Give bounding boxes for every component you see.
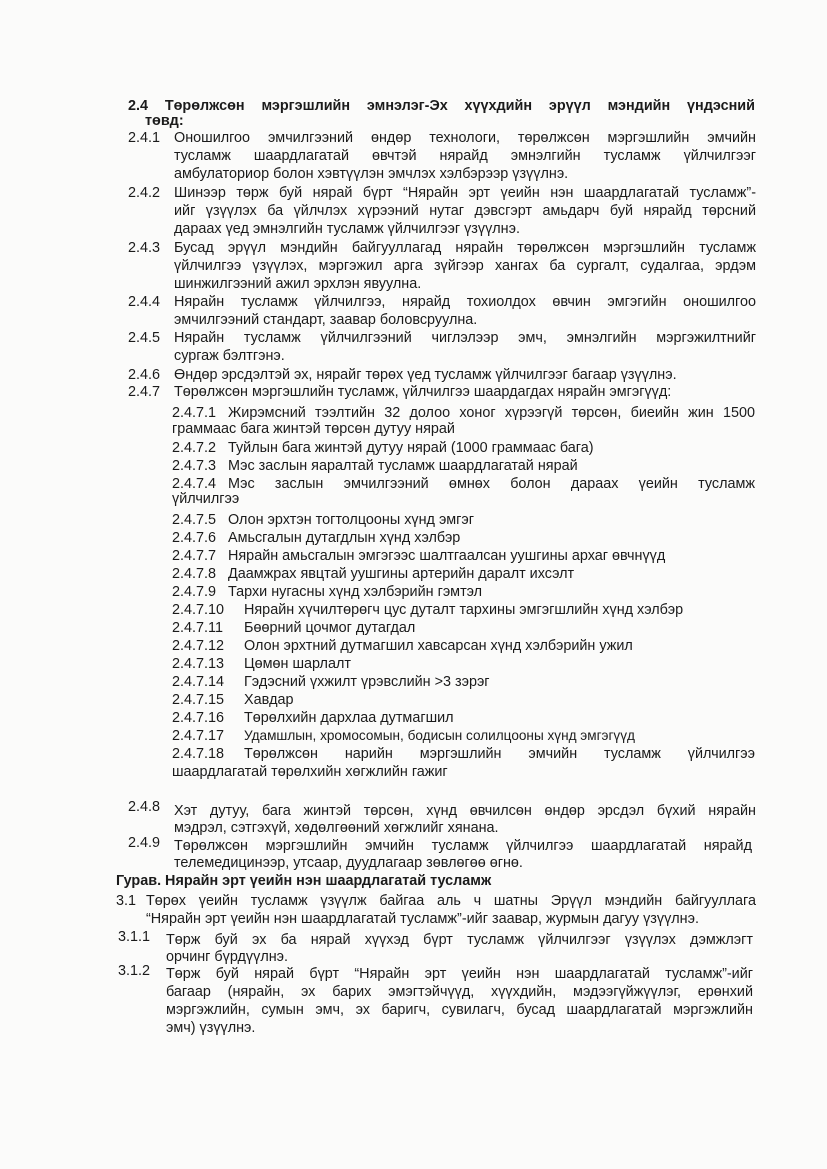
item-number: 2.4.4 — [128, 294, 161, 310]
item-text: “Нярайн эрт үеийн нэн шаардлагатай тусламж”-ийг заавар, журмын дагуу үзүүлнэ. — [146, 911, 699, 927]
section-3-heading: Гурав. Нярайн эрт үеийн нэн шаардлагатай тусламж — [116, 873, 492, 889]
item-text: Хэт дутуу, бага жинтэй төрсөн, хүнд өвчилсөн өндөр эрсдэл бүхий нярайн — [174, 803, 756, 819]
item-text: мэдрэл, сэтгэхүй, хөдөлгөөний хөгжлийг хянана. — [174, 820, 499, 836]
subitem-text-cont: граммаас бага жинтэй төрсөн дутуу нярай — [172, 421, 455, 437]
subitem-number: 2.4.7.4 — [172, 476, 217, 492]
subitem-number: 2.4.7.7 — [172, 548, 217, 564]
item-text: үйлчилгээ үзүүлэх, мэргэжил арга зүйгээр хангах ба сургалт, судалгаа, эрдэм — [174, 258, 756, 274]
item-number: 3.1.1 — [118, 929, 151, 945]
subitem-text: Даамжрах явцтай уушгины артерийн даралт ихсэлт — [228, 566, 575, 582]
item-text: мэргэжлийн, сумын эмч, эх баригч, сувилагч, бусад шаардлагатай мэргэжлийн — [166, 1002, 753, 1018]
item-text: Төрөлжсөн мэргэшлийн тусламж, үйлчилгээ шаардагдах нярайн эмгэгүүд: — [174, 384, 672, 400]
subitem-text: Мэс заслын яаралтай тусламж шаардлагатай нярай — [228, 458, 578, 474]
subitem-number: 2.4.7.9 — [172, 584, 217, 600]
subitem-number: 2.4.7.14 — [172, 674, 225, 690]
subitem-text: Төрөлжсөн нарийн мэргэшлийн эмчийн тусламж үйлчилгээ — [244, 746, 755, 762]
item-number: 3.1.2 — [118, 963, 151, 979]
subitem-number: 2.4.7.8 — [172, 566, 217, 582]
subitem-text: Нярайн амьсгалын эмгэгээс шалтгаалсан уушгины архаг өвчнүүд — [228, 548, 666, 564]
item-text: Нярайн тусламж үйлчилгээ, нярайд тохиолдох өвчин эмгэгийн оношилгоо — [174, 294, 756, 310]
item-text: Төрөх үеийн тусламж үзүүлж байгаа аль ч шатны Эрүүл мэндийн байгууллага — [146, 893, 756, 909]
subitem-text-cont: шаардлагатай төрөлхийн хөгжлийн гажиг — [172, 764, 448, 780]
item-text: багаар (нярайн, эх барих эмэгтэйчүүд, хүүхдийн, мэдээгүйжүүлэг, ерөнхий — [166, 984, 753, 1000]
subitem-number: 2.4.7.16 — [172, 710, 225, 726]
subitem-text-cont: үйлчилгээ — [172, 491, 240, 507]
subitem-text: Мэс заслын эмчилгээний өмнөх болон дараах үеийн тусламж — [228, 476, 755, 492]
item-number: 2.4.3 — [128, 240, 161, 256]
item-text: эмч) үзүүлнэ. — [166, 1020, 256, 1036]
subitem-text: Туйлын бага жинтэй дутуу нярай (1000 граммаас бага) — [228, 440, 594, 456]
item-text: Төрж буй эх ба нярай хүүхэд бүрт тусламж үйлчилгээг үзүүлэх дэмжлэгт — [166, 932, 753, 948]
subitem-text: Нярайн хүчилтөрөгч цус дутaлт тархины эмгэгшлийн хүнд хэлбэр — [244, 602, 684, 618]
item-text: Өндөр эрсдэлтэй эх, нярайг төрөх үед тусламж үйлчилгээг багаар үзүүлнэ. — [174, 367, 677, 383]
item-number: 2.4.1 — [128, 130, 161, 146]
item-number: 2.4.6 — [128, 367, 161, 383]
item-text: Төрөлжсөн мэргэшлийн эмчийн тусламж үйлчилгээ шаардлагатай нярайд — [174, 838, 752, 854]
item-number: 2.4.8 — [128, 799, 161, 815]
section-heading: 2.4 Төрөлжсөн мэргэшлийн эмнэлэг-Эх хүүхдийн эрүүл мэндийн үндэсний — [128, 98, 755, 114]
section-heading-cont: төвд: — [145, 113, 184, 129]
item-text: Оношилгоо эмчилгээний өндөр технологи, төрөлжсөн мэргэшлийн эмчийн — [174, 130, 756, 146]
subitem-text: Жирэмсний тээлтийн 32 долоо хоног хүрээгүй төрсөн, биеийн жин 1500 — [228, 405, 755, 421]
subitem-number: 2.4.7.2 — [172, 440, 217, 456]
item-text: сургаж бэлтгэнэ. — [174, 348, 285, 364]
subitem-number: 2.4.7.5 — [172, 512, 217, 528]
item-text: шинжилгээний ажил эрхлэн явуулна. — [174, 276, 422, 292]
item-number: 2.4.9 — [128, 835, 161, 851]
item-text: Шинээр төрж буй нярай бүрт “Нярайн эрт үеийн нэн шаардлагатай тусламж”- — [174, 185, 756, 201]
item-text: амбулаториор болон хэвтүүлэн эмчлэх хэлбэрээр үзүүлнэ. — [174, 166, 569, 182]
item-text: Бусад эрүүл мэндийн байгууллагад нярайн төрөлжсөн мэргэшлийн тусламж — [174, 240, 756, 256]
item-number: 2.4.5 — [128, 330, 161, 346]
subitem-text: Төрөлхийн дархлаа дутмагшил — [244, 710, 454, 726]
subitem-number: 2.4.7.1 — [172, 405, 217, 421]
subitem-number: 2.4.7.6 — [172, 530, 217, 546]
item-text: телемедицинээр, утсаар, дуудлагаар зөвлөгөө өгнө. — [174, 855, 523, 871]
item-text: ийг үзүүлэх ба үйлчлэх хүрээний нутаг дэвсгэрт амьдарч буй нярайд төрсний — [174, 203, 756, 219]
subitem-text: Бөөрний цочмог дутагдал — [244, 620, 416, 636]
item-text: тусламж шаардлагатай өвчтэй нярайд эмнэлгийн тусламж үйлчилгээг — [174, 148, 756, 164]
item-number: 2.4.2 — [128, 185, 161, 201]
subitem-number: 2.4.7.17 — [172, 728, 225, 744]
subitem-number: 2.4.7.18 — [172, 746, 225, 762]
subitem-text: Олон эрхтний дутмагшил хавсарсан хүнд хэлбэрийн ужил — [244, 638, 633, 654]
subitem-number: 2.4.7.12 — [172, 638, 225, 654]
subitem-number: 2.4.7.3 — [172, 458, 217, 474]
subitem-text: Хавдар — [244, 692, 294, 708]
subitem-number: 2.4.7.10 — [172, 602, 225, 618]
subitem-number: 2.4.7.13 — [172, 656, 225, 672]
subitem-text: Гэдэсний үхжилт үрэвслийн >3 зэрэг — [244, 674, 490, 690]
item-number: 3.1 — [116, 893, 137, 909]
subitem-number: 2.4.7.11 — [172, 620, 223, 636]
subitem-text: Цөмөн шарлалт — [244, 656, 351, 672]
subitem-text: Тархи нугасны хүнд хэлбэрийн гэмтэл — [228, 584, 483, 600]
subitem-number: 2.4.7.15 — [172, 692, 225, 708]
subitem-text: Олон эрхтэн тогтолцооны хүнд эмгэг — [228, 512, 475, 528]
item-text: эмчилгээний стандарт, заавар боловсруулна. — [174, 312, 478, 328]
item-text: орчинг бүрдүүлнэ. — [166, 949, 289, 965]
subitem-text: Амьсгалын дутагдлын хүнд хэлбэр — [228, 530, 461, 546]
item-number: 2.4.7 — [128, 384, 161, 400]
item-text: Нярайн тусламж үйлчилгээний чиглэлээр эмч, эмнэлгийн мэргэжилтнийг — [174, 330, 756, 346]
item-text: Төрж буй нярай бүрт “Нярайн эрт үеийн нэн шаардлагатай тусламж”-ийг — [166, 966, 753, 982]
subitem-text: Удамшлын, хромосомын, бодисын солилцооны хүнд эмгэгүүд — [244, 728, 635, 743]
item-text: дараах үед эмнэлгийн тусламж үйлчилгээг үзүүлнэ. — [174, 221, 520, 237]
